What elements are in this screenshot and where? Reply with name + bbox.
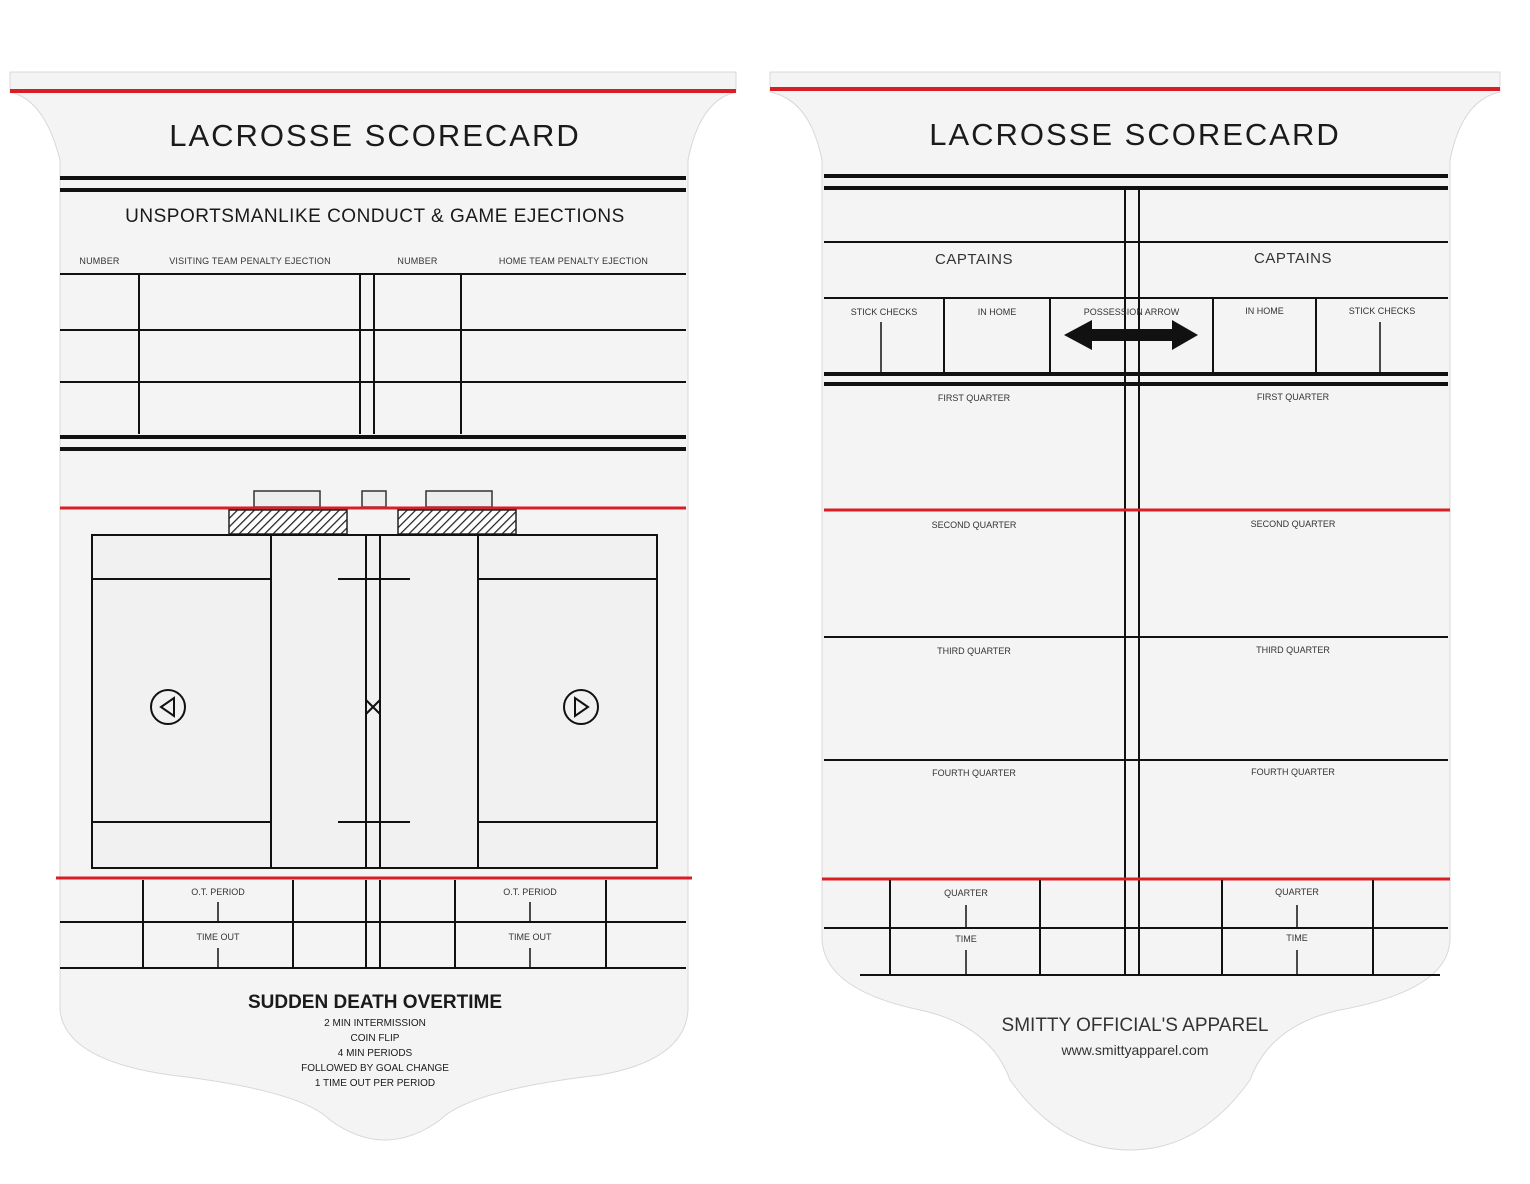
sudden-death-line: COIN FLIP bbox=[350, 1033, 400, 1044]
time-label-visiting: TIME bbox=[955, 934, 977, 944]
sudden-death-line: 4 MIN PERIODS bbox=[337, 1048, 413, 1059]
third-quarter-label-home: THIRD QUARTER bbox=[1256, 645, 1330, 655]
left-card bbox=[10, 72, 736, 1140]
possession-arrow-label: POSSESSION ARROW bbox=[1083, 307, 1180, 317]
ot-period-label-left: O.T. PERIOD bbox=[191, 887, 245, 897]
time-label-home: TIME bbox=[1286, 933, 1308, 943]
sudden-death-line: 1 TIME OUT PER PERIOD bbox=[314, 1078, 436, 1089]
brand-name: SMITTY OFFICIAL'S APPAREL bbox=[1001, 1015, 1269, 1036]
in-home-label-home: IN HOME bbox=[1245, 306, 1284, 316]
third-quarter-label-visiting: THIRD QUARTER bbox=[937, 646, 1011, 656]
first-quarter-label-home: FIRST QUARTER bbox=[1256, 392, 1330, 402]
right-card bbox=[770, 72, 1500, 1150]
header-number-home: NUMBER bbox=[397, 256, 438, 266]
sudden-death-line: FOLLOWED BY GOAL CHANGE bbox=[301, 1063, 449, 1074]
stick-checks-label-visiting: STICK CHECKS bbox=[850, 307, 918, 317]
stick-checks-label-home: STICK CHECKS bbox=[1348, 306, 1416, 316]
second-quarter-label-visiting: SECOND QUARTER bbox=[931, 520, 1017, 530]
fourth-quarter-label-visiting: FOURTH QUARTER bbox=[932, 768, 1016, 778]
in-home-label-visiting: IN HOME bbox=[977, 307, 1017, 317]
quarter-label-visiting: QUARTER bbox=[944, 888, 988, 898]
header-number-visiting: NUMBER bbox=[79, 256, 120, 266]
first-quarter-label-visiting: FIRST QUARTER bbox=[937, 393, 1011, 403]
brand-url: www.smittyapparel.com bbox=[1061, 1042, 1209, 1058]
time-out-label-left: TIME OUT bbox=[196, 932, 240, 942]
sudden-death-line: 2 MIN INTERMISSION bbox=[324, 1018, 426, 1029]
ot-period-label-right: O.T. PERIOD bbox=[503, 887, 557, 897]
sudden-death-title: SUDDEN DEATH OVERTIME bbox=[247, 992, 503, 1013]
header-home-penalty: HOME TEAM PENALTY EJECTION bbox=[498, 256, 649, 266]
ejections-subtitle: UNSPORTSMANLIKE CONDUCT & GAME EJECTIONS bbox=[125, 206, 625, 227]
quarter-label-home: QUARTER bbox=[1275, 887, 1319, 897]
second-quarter-label-home: SECOND QUARTER bbox=[1250, 519, 1336, 529]
captains-label-visiting: CAPTAINS bbox=[935, 251, 1013, 268]
captains-label-home: CAPTAINS bbox=[1254, 250, 1332, 267]
fourth-quarter-label-home: FOURTH QUARTER bbox=[1251, 767, 1335, 777]
header-visiting-penalty: VISITING TEAM PENALTY EJECTION bbox=[169, 256, 331, 266]
time-out-label-right: TIME OUT bbox=[508, 932, 552, 942]
left-card-title: LACROSSE SCORECARD bbox=[169, 118, 581, 153]
right-card-title: LACROSSE SCORECARD bbox=[929, 117, 1341, 152]
